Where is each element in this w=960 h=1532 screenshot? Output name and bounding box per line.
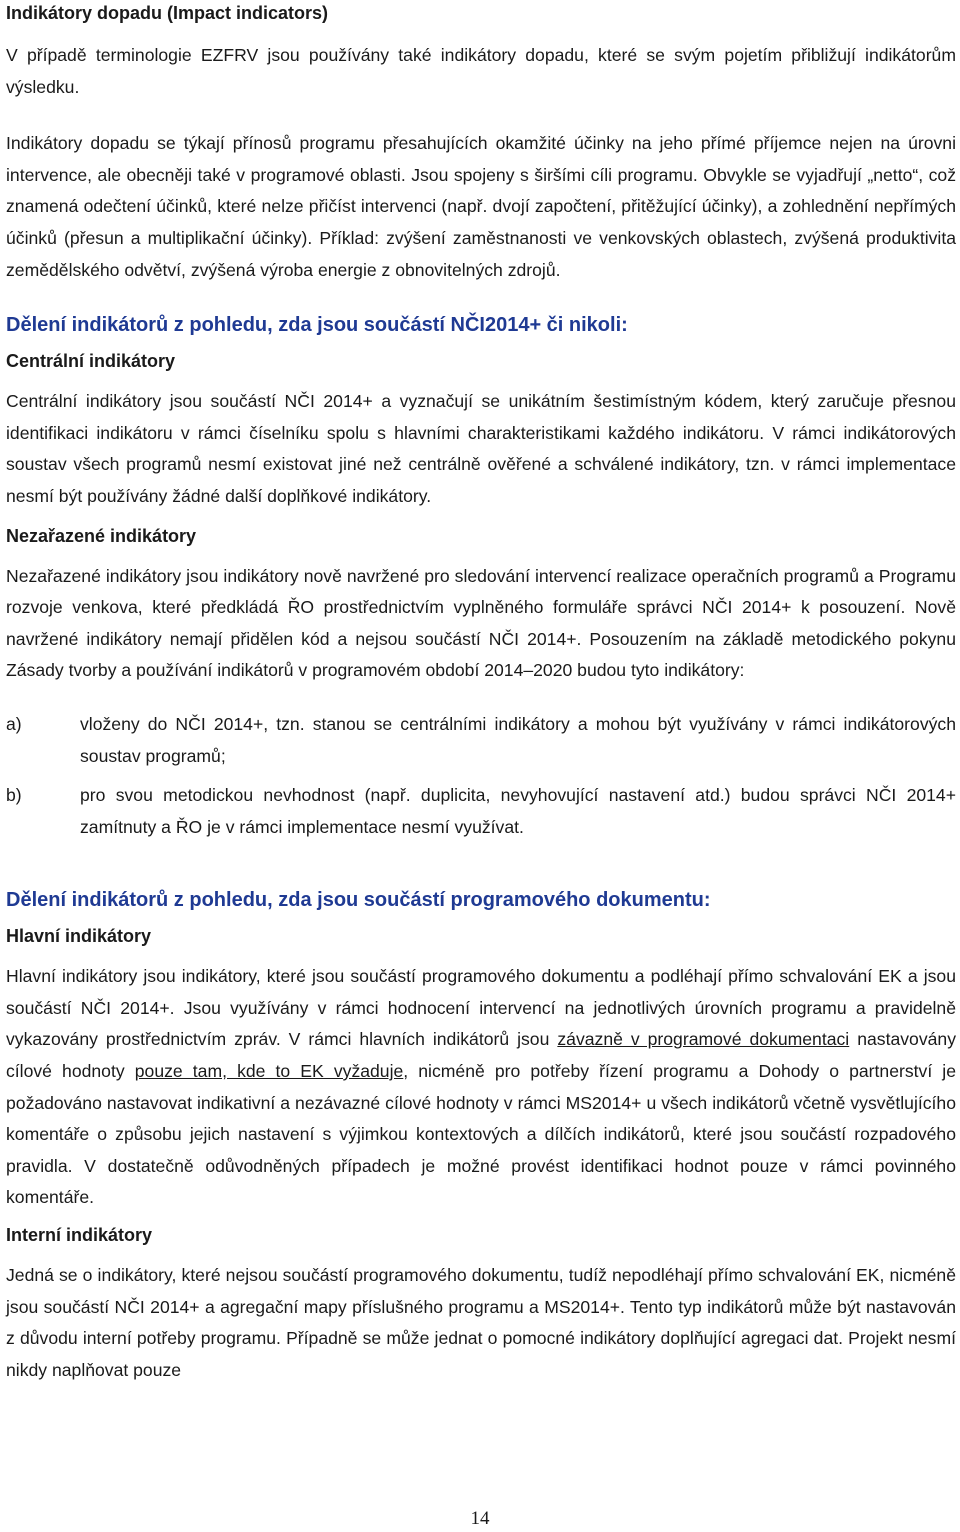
division-heading-program-document: Dělení indikátorů z pohledu, zda jsou součástí programového dokumentu: [6, 889, 711, 912]
list-marker: a) [6, 713, 22, 734]
main-text-part-3: , nicméně pro potřeby řízení programu a Dohody o partnerství je požadováno nastavovat indikativní a nezávazné cílové hodnoty v rámci MS2014+ u všech indikátorů včetně vysvětlujícího komentáře o způsobu jejich nastavení s výjimkou kontextových a dílčích indikátorů, které jsou součástí rozpadového pravidla. V dostatečně odůvodněných případech je možné provést identifikaci hodnot pouze v rámci povinného komentáře. [6, 1061, 956, 1208]
main-indicators-paragraph [6, 961, 956, 1214]
internal-indicators-heading: Interní indikátory [6, 1225, 153, 1246]
impact-paragraph-1: V případě terminologie EZFRV jsou používány také indikátory dopadu, které se svým pojetím přibližují indikátorům výsledku. [6, 45, 956, 97]
underlined-phrase-ek: pouze tam, kde to EK vyžaduje [134, 1061, 404, 1082]
list-item [6, 780, 956, 843]
main-text-part-1: Hlavní indikátory jsou indikátory, které jsou součástí programového dokumentu a podléhají přímo schvalování EK a jsou součástí NČI 2014+. Jsou využívány v rámci hodnocení intervencí na jednotlivých úrovních programu a pravidelně vykazovány prostřednictvím zpráv. V rámci hlavních indikátorů jsou [6, 966, 956, 1050]
list-item [6, 709, 956, 772]
page-number: 14 [470, 1508, 490, 1529]
main-text-part-2: nastavovány cílové hodnoty [6, 1029, 956, 1082]
division-heading-nci: Dělení indikátorů z pohledu, zda jsou součástí NČI2014+ či nikoli: [6, 314, 628, 337]
central-indicators-paragraph: Centrální indikátory jsou součástí NČI 2014+ a vyznačují se unikátním šestimístným kódem, který zaručuje přesnou identifikaci indikátoru v rámci číselníku spolu s hlavními charakteristikami každého indikátoru. V rámci indikátorových soustav všech programů nesmí existovat jiné než centrálně ověřené a schválené indikátory, tzn. v rámci implementace nesmí být používány žádné další doplňkové indikátory. [6, 391, 956, 506]
internal-indicators-paragraph: Jedná se o indikátory, které nejsou součástí programového dokumentu, tudíž nepodléhají přímo schvalování EK, nicméně jsou součástí NČI 2014+ a agregační mapy příslušného programu a MS2014+. Tento typ indikátorů může být nastavován z důvodu interní potřeby programu. Případně se může jednat o pomocné indikátory doplňující agregaci dat. Projekt nesmí nikdy naplňovat pouze [6, 1265, 956, 1380]
central-indicators-heading: Centrální indikátory [6, 351, 176, 372]
list-item-text: vloženy do NČI 2014+, tzn. stanou se centrálními indikátory a mohou být využívány v rámci indikátorových soustav programů; [80, 713, 956, 766]
impact-paragraph-2: Indikátory dopadu se týkají přínosů programu přesahujících okamžité účinky na jeho přímé příjemce nejen na úrovni intervence, ale obecněji také v programové oblasti. Jsou spojeny s širšími cíli programu. Obvykle se vyjadřují „netto“, což znamená odečtení účinků, které nelze přičíst intervenci (např. dvojí započtení, přitěžující účinky), a zohlednění nepřímých účinků (přesun a multiplikační účinky). Příklad: zvýšení zaměstnanosti ve venkovských oblastech, zvýšená produktivita zemědělského odvětví, zvýšená výroba energie z obnovitelných zdrojů. [6, 133, 956, 280]
main-indicators-heading: Hlavní indikátory [6, 926, 152, 947]
unassigned-indicators-paragraph: Nezařazené indikátory jsou indikátory nově navržené pro sledování intervencí realizace operačních programů a Programu rozvoje venkova, které předkládá ŘO prostřednictvím vyplněného formuláře správci NČI 2014+ k posouzení. Nově navržené indikátory nemají přidělen kód a nejsou součástí NČI 2014+. Posouzením na základě metodického pokynu Zásady tvorby a používání indikátorů v programovém období 2014–2020 budou tyto indikátory: [6, 565, 956, 681]
impact-heading: Indikátory dopadu (Impact indicators) [6, 3, 329, 23]
unassigned-indicators-heading: Nezařazené indikátory [6, 525, 197, 546]
underlined-phrase-binding: závazně v programové dokumentaci [557, 1029, 850, 1050]
list-item-text: pro svou metodickou nevhodnost (např. duplicita, nevyhovující nastavení atd.) budou správci NČI 2014+ zamítnuty a ŘO je v rámci implementace nesmí využívat. [80, 785, 956, 837]
document-page [6, 0, 956, 1386]
list-marker: b) [6, 785, 22, 806]
